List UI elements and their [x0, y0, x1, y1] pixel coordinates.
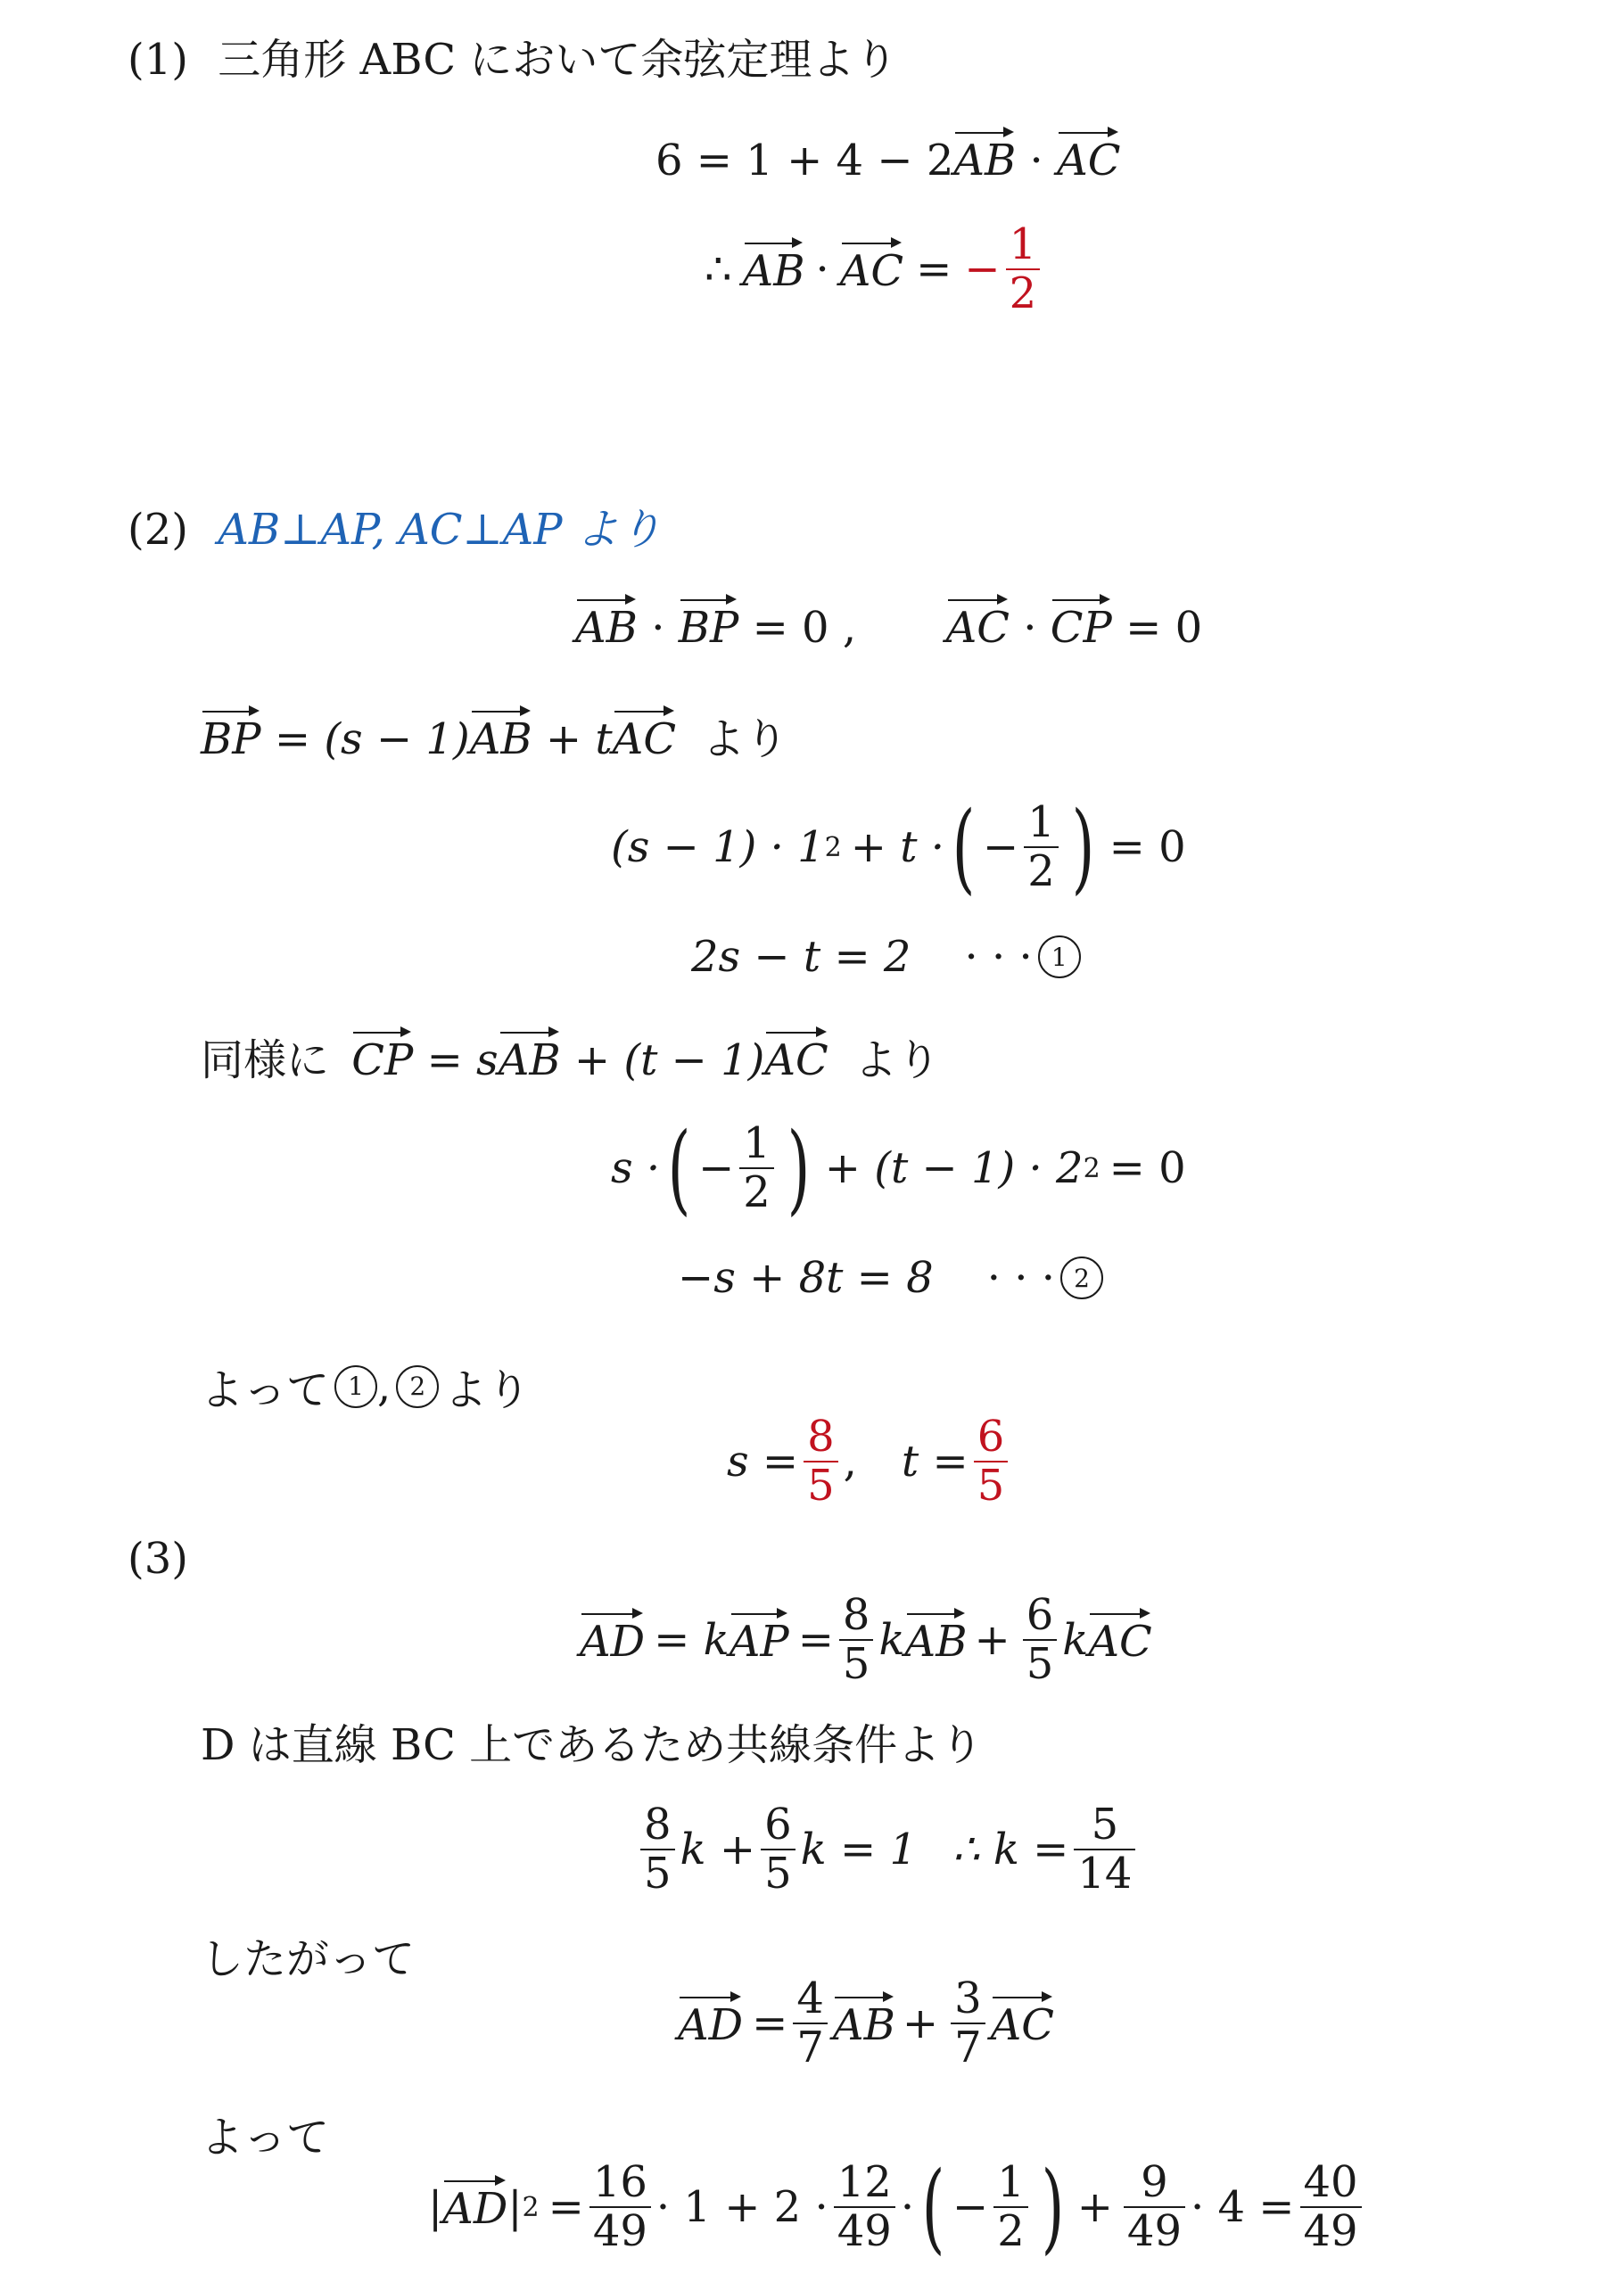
fraction: $\frac{1}{2}$ [1024, 799, 1059, 895]
vector-ab: AB [743, 243, 805, 296]
s2-equation-d: −s + 8t = 8 · · · 2 [678, 1253, 1103, 1303]
fraction: $\frac{40}{49}$ [1300, 2159, 1362, 2255]
fraction: $\frac{9}{49}$ [1124, 2159, 1185, 2255]
s2-cp-expression: 同様に CP = sAB + (t − 1)AC より [201, 1026, 940, 1087]
s3-yotte: よって [201, 2113, 330, 2163]
s2-equation-c: s · ( − $\frac{1}{2}$ ) + (t − 1) · 2 2 = 0 [611, 1111, 1186, 1225]
fraction: $\frac{1}{2}$ [739, 1120, 774, 1216]
s3-ad-result: AD = $\frac{4}{7}$ AB + $\frac{3}{7}$ AC [678, 1973, 1055, 2072]
fraction: $\frac{3}{7}$ [951, 1975, 985, 2072]
section1-label: (1) [128, 35, 188, 85]
section1-intro: 三角形 ABC において余弦定理より [218, 35, 898, 85]
s2-answers: s = $\frac{8}{5}$ , t = $\frac{6}{5}$ [727, 1413, 1013, 1510]
s1-equation-2: ∴ AB · AC = − $\frac{1}{2}$ [705, 221, 1045, 317]
fraction: $\frac{12}{49}$ [834, 2159, 895, 2255]
section3-label: (3) [128, 1534, 188, 1584]
s2-conclusion-intro: よって 1 , 2 より [201, 1361, 531, 1415]
fraction: $\frac{6}{5}$ [761, 1801, 796, 1898]
fraction: $\frac{6}{5}$ [974, 1413, 1009, 1510]
fraction: $\frac{5}{14}$ [1074, 1801, 1135, 1898]
section2-label: (2) [128, 505, 188, 555]
section2-header [128, 495, 662, 556]
s2-perp-equations: AB · BP = 0 , AC · CP = 0 [575, 599, 1202, 653]
fraction: $\frac{6}{5}$ [1023, 1592, 1058, 1688]
fraction: $\frac{16}{49}$ [589, 2159, 651, 2255]
s2-equation-a: (s − 1) · 1 2 + t · ( − $\frac{1}{2}$ ) = 0 [611, 790, 1186, 904]
s3-k-equation: $\frac{8}{5}$ k + $\frac{6}{5}$ k = 1 ∴ k = $\frac{5}{14}$ [635, 1801, 1141, 1898]
circled-number-1: 1 [334, 1365, 377, 1408]
fraction: $\frac{8}{5}$ [640, 1801, 675, 1898]
s2-equation-b: 2s − t = 2 · · · 1 [691, 932, 1081, 982]
section2-intro: AB⊥AP, AC⊥AP より [218, 505, 662, 555]
circled-number-1: 1 [1038, 935, 1081, 978]
s2-bp-expression: BP = (s − 1)AB + tAC より [201, 704, 787, 766]
fraction: $\frac{8}{5}$ [839, 1592, 874, 1688]
s3-final-equation: | AD | 2 = $\frac{16}{49}$ · 1 + 2 · $\frac{12}{49}$ · ( − $\frac{1}{2}$ ) + $\frac{9}{49}$ · 4 = $\frac{40}{49}$ [428, 2158, 1367, 2256]
vector-ab: AB [953, 132, 1016, 185]
fraction: $\frac{1}{2}$ [1006, 221, 1041, 317]
fraction: $\frac{4}{7}$ [793, 1975, 828, 2072]
vector-ac: AC [840, 243, 903, 296]
s1-equation-1: 6 = 1 + 4 − 2AB · AC [655, 132, 1120, 185]
section1-header [128, 25, 897, 87]
circled-number-2: 2 [396, 1365, 439, 1408]
fraction: $\frac{1}{2}$ [993, 2159, 1028, 2255]
circled-number-2: 2 [1060, 1256, 1103, 1299]
s3-ad-equation: AD = k AP = $\frac{8}{5}$ k AB + $\frac{6}{5}$ k AC [580, 1590, 1152, 1689]
s3-collinear-text: D は直線 BC 上であるため共線条件より [201, 1720, 984, 1770]
fraction: $\frac{8}{5}$ [804, 1413, 838, 1510]
vector-ac: AC [1057, 132, 1120, 185]
s3-shitagatte: したがって [201, 1934, 416, 1984]
